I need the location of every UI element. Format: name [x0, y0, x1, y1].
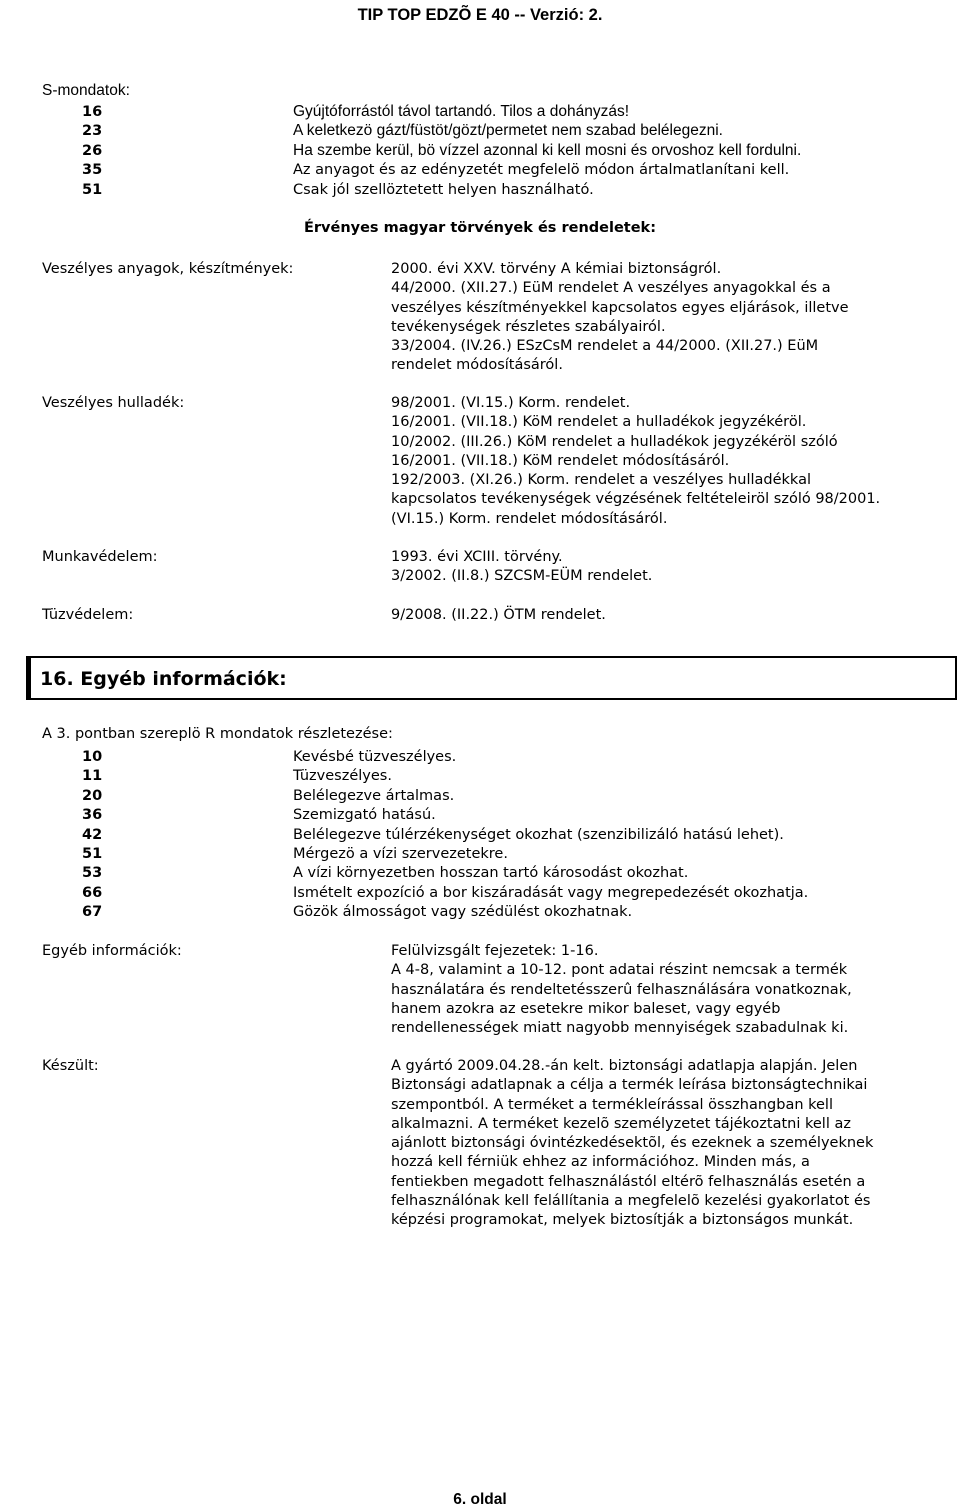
s-phrase-text: Az anyagot és az edényzetét megfelelö módon ártalmatlanítani kell. — [293, 162, 790, 178]
other-info-line: hanem azokra az esetekre mikor baleset, vagy egyéb — [391, 1000, 781, 1017]
r-phrase-code: 20 — [82, 788, 103, 804]
law-line: 16/2001. (VII.18.) KöM rendelet módosításáról. — [391, 452, 730, 469]
prepared-line: fentiekben megadott felhasználástól eltérõ felhasználás esetén a — [391, 1173, 866, 1190]
law-line: 16/2001. (VII.18.) KöM rendelet a hulladékok jegyzékéröl. — [391, 414, 807, 431]
document-header-title: TIP TOP EDZÕ E 40 -- Verzió: 2. — [357, 6, 603, 24]
r-phrase-text: Belélegezve túlérzékenységet okozhat (szenzibilizáló hatású lehet). — [293, 827, 784, 843]
law-group-label: Tüzvédelem: — [42, 607, 134, 623]
prepared-line: szempontból. A terméket a termékleírással összhangban kell — [391, 1096, 833, 1113]
r-phrase-text: Kevésbé tüzveszélyes. — [293, 749, 457, 765]
law-line: 9/2008. (II.22.) ÖTM rendelet. — [391, 607, 606, 623]
s-phrase-code: 16 — [82, 104, 103, 120]
r-phrase-text: Gözök álmosságot vagy szédülést okozhatnak. — [293, 904, 633, 920]
law-group-text — [391, 394, 926, 529]
r-phrase-code: 42 — [82, 827, 103, 843]
law-line: 3/2002. (II.8.) SZCSM-EÜM rendelet. — [391, 568, 653, 585]
prepared-line: Biztonsági adatlapnak a célja a termék leírása biztonságtechnikai — [391, 1077, 868, 1094]
law-group-label: Veszélyes hulladék: — [42, 395, 185, 411]
prepared-line: A gyártó 2009.04.28.-án kelt. biztonsági adatlapja alapján. Jelen — [391, 1058, 858, 1074]
r-phrase-text: Mérgezö a vízi szervezetekre. — [293, 846, 508, 862]
law-group-label: Munkavédelem: — [42, 549, 158, 565]
law-line: 1993. évi XCIII. törvény. — [391, 549, 563, 565]
r-phrase-text: Ismételt expozíció a bor kiszáradását vagy megrepedezését okozhatja. — [293, 885, 809, 901]
r-phrase-code: 11 — [82, 768, 103, 784]
r-phrase-code: 36 — [82, 807, 103, 823]
law-group-text — [391, 260, 926, 376]
other-info-line: rendellenességek miatt nagyobb mennyiségek szabadulnak ki. — [391, 1020, 849, 1037]
prepared-line: képzési programokat, melyek biztosítják a biztonságos munkát. — [391, 1212, 854, 1229]
r-phrase-code: 53 — [82, 865, 103, 881]
law-line: rendelet módosításáról. — [391, 357, 563, 374]
prepared-text — [391, 1057, 926, 1231]
other-info-line: használatára és rendeltetésszerû felhasználására vonatkoznak, — [391, 981, 852, 998]
laws-heading: Érvényes magyar törvények és rendeletek: — [303, 220, 656, 236]
law-line: (VI.15.) Korm. rendelet módosításáról. — [391, 510, 668, 527]
prepared-label: Készült: — [42, 1058, 99, 1074]
other-info-label: Egyéb információk: — [42, 943, 182, 959]
other-info-line: Felülvizsgált fejezetek: 1-16. — [391, 943, 599, 959]
r-phrase-code: 51 — [82, 846, 103, 862]
r-phrase-text: Szemizgató hatású. — [293, 807, 436, 823]
s-phrase-code: 26 — [82, 143, 103, 159]
prepared-line: felhasználónak kell felállítania a megfelelõ kezelési gyakorlatot és — [391, 1193, 871, 1210]
law-line: tevékenységek részletes szabályairól. — [391, 318, 666, 335]
s-phrase-code: 23 — [82, 123, 103, 139]
s-phrase-text: Ha szembe kerül, bö vízzel azonnal ki kell mosni és orvoshoz kell fordulni. — [293, 142, 802, 159]
other-info-text — [391, 942, 926, 1038]
s-phrase-code: 35 — [82, 162, 103, 178]
law-line: kapcsolatos tevékenységek végzésének feltételeiröl szóló 98/2001. — [391, 491, 881, 508]
law-line: 192/2003. (XI.26.) Korm. rendelet a veszélyes hulladékkal — [391, 472, 811, 489]
r-phrases-intro: A 3. pontban szereplö R mondatok részletezése: — [42, 726, 393, 742]
r-phrase-text: Belélegezve ártalmas. — [293, 788, 455, 804]
prepared-line: hozzá kell férniük ehhez az információhoz. Minden más, a — [391, 1154, 810, 1171]
law-line: 98/2001. (VI.15.) Korm. rendelet. — [391, 395, 631, 411]
law-line: 44/2000. (XII.27.) EüM rendelet A veszélyes anyagokkal és a — [391, 280, 831, 297]
section-heading: 16. Egyéb információk: — [40, 668, 287, 690]
s-phrase-text: A keletkezö gázt/füstöt/gözt/permetet nem szabad belélegezni. — [293, 122, 723, 139]
s-phrase-text: Csak jól szellöztetett helyen használható. — [293, 182, 594, 198]
law-line: veszélyes készítményekkel kapcsolatos egyes eljárások, illetve — [391, 299, 849, 316]
prepared-line: ajánlott biztonsági óvintézkedésektõl, és ezeknek a személyeknek — [391, 1135, 874, 1152]
law-group-text — [391, 548, 926, 587]
law-line: 2000. évi XXV. törvény A kémiai biztonságról. — [391, 261, 722, 277]
law-group-label: Veszélyes anyagok, készítmények: — [42, 261, 294, 277]
s-phrase-text: Gyújtóforrástól távol tartandó. Tilos a dohányzás! — [293, 103, 630, 120]
r-phrase-code: 66 — [82, 885, 103, 901]
law-group-text — [391, 606, 926, 625]
page-number: 6. oldal — [453, 1491, 507, 1508]
r-phrase-code: 67 — [82, 904, 103, 920]
r-phrase-text: A vízi környezetben hosszan tartó károsodást okozhat. — [293, 865, 689, 881]
other-info-line: A 4-8, valamint a 10-12. pont adatai részint nemcsak a termék — [391, 962, 848, 979]
s-phrases-label: S-mondatok: — [42, 82, 130, 99]
prepared-line: alkalmazni. A terméket kezelõ személyzetet tájékoztatni kell az — [391, 1115, 851, 1132]
law-line: 33/2004. (IV.26.) ESzCsM rendelet a 44/2000. (XII.27.) EüM — [391, 338, 819, 355]
r-phrase-code: 10 — [82, 749, 103, 765]
s-phrase-code: 51 — [82, 182, 103, 198]
law-line: 10/2002. (III.26.) KöM rendelet a hulladékok jegyzékéröl szóló — [391, 433, 838, 450]
r-phrase-text: Tüzveszélyes. — [293, 768, 392, 784]
